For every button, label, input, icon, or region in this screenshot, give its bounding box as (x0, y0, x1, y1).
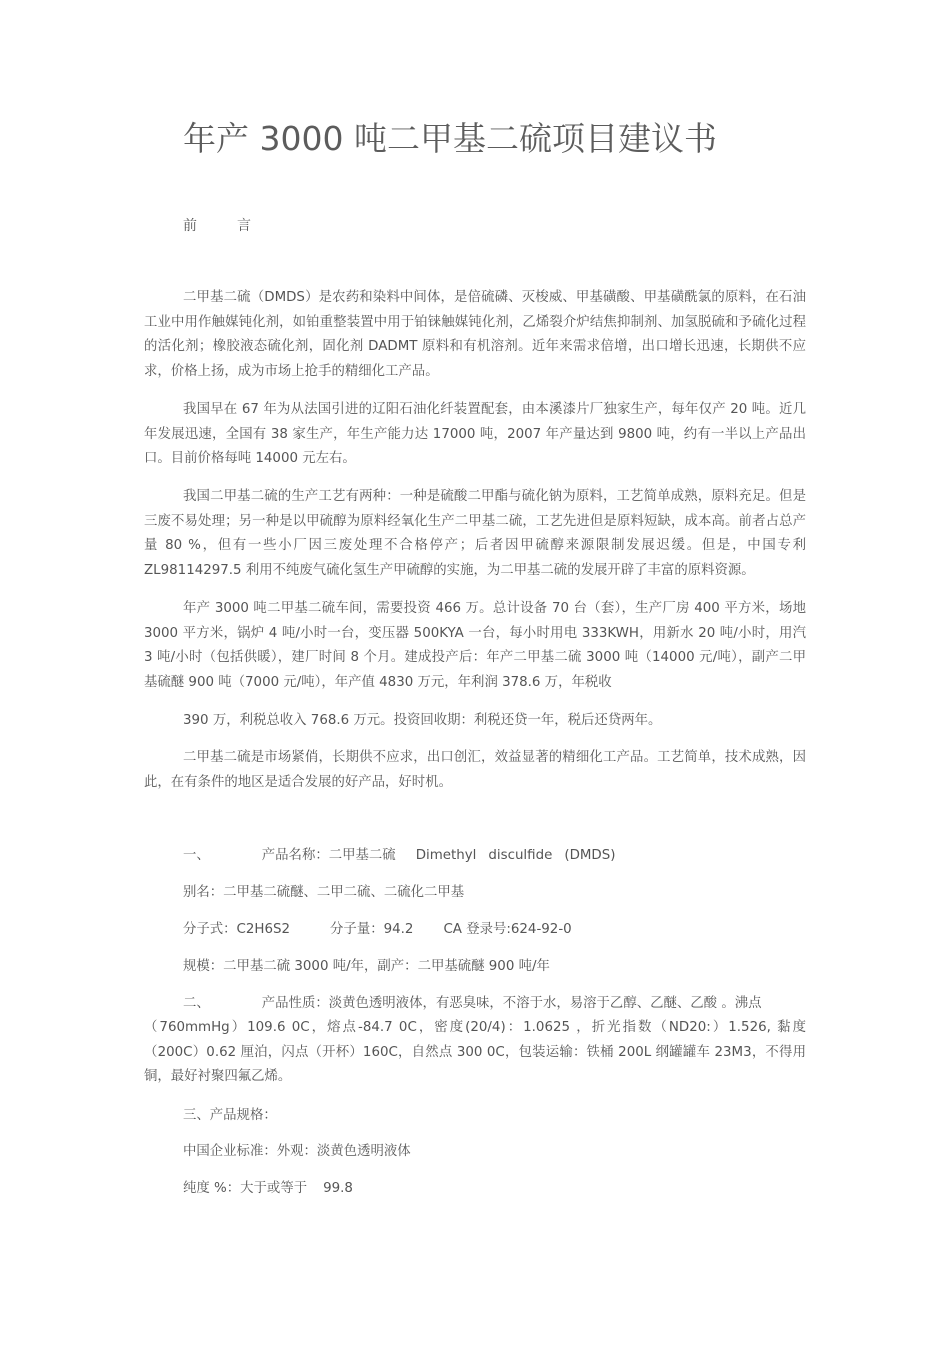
paragraph-process: 我国二甲基二硫的生产工艺有两种：一种是硫酸二甲酯与硫化钠为原料，工艺简单成熟，原料充足。但是三废不易处理；另一种是以甲硫醇为原料经氧化生产二甲基二硫，工艺先进但是原料短缺，成本高。前者占总产量 80 %，但有一些小厂因三废处理不合格停产；后者因甲硫醇来源限制发展迟缓。但是，中国专利 ZL98114297.5 利用不纯废气硫化氢生产甲硫醇的实施，为二甲基二硫的发展开辟了丰富的原料资源。 (144, 489, 806, 578)
product-name-line (183, 846, 615, 866)
spec-purity-line (183, 1179, 353, 1199)
preface-char-2: 言 (237, 218, 251, 234)
paragraph-conclusion: 二甲基二硫是市场紧俏，长期供不应求，出口创汇，效益显著的精细化工产品。工艺简单，技术成熟，因此，在有条件的地区是适合发展的好产品，好时机。 (144, 750, 806, 790)
preface-heading (183, 215, 251, 237)
document-title: 年产 3000 吨二甲基二硫项目建议书 (183, 119, 717, 158)
product-name-label: 产品名称：二甲基二硫 (261, 848, 396, 863)
product-properties-first-line (183, 994, 762, 1014)
product-name-en-2: disculfide (488, 848, 553, 863)
paragraph-intro: 二甲基二硫（DMDS）是农药和染料中间体，是倍硫磷、灭梭威、甲基磺酸、甲基磺酰氯的原料，在石油工业中用作触媒钝化剂，如铂重整装置中用于铂铼触媒钝化剂，乙烯裂介炉结焦抑制剂、加氢脱硫和予硫化过程的活化剂；橡胶液态硫化剂，固化剂 DADMT 原料和有机溶剂。近年来需求倍增，出口增长迅速，长期供不应求，价格上扬，成为市场上抢手的精细化工产品。 (144, 290, 806, 379)
product-properties-rest: （760mmHg）109.6 0C，熔点-84.7 0C，密度(20/4)：1.0625 ，折光指数（ND20:）1.526, 黏度（200C）0.62 厘泊，闪点（开杯）160C，自然点 300 0C，包装运输：铁桶 200L 纲罐罐车 23M3，不得用铜，最好衬聚四氟乙烯。 (144, 1020, 806, 1085)
purity-value: 99.8 (323, 1181, 353, 1196)
molecular-formula: 分子式：C2H6S2 (183, 922, 291, 937)
spec-standard: 中国企业标准：外观：淡黄色透明液体 (183, 1144, 411, 1159)
purity-label: 纯度 %：大于或等于 (183, 1181, 308, 1196)
paragraph-history: 我国早在 67 年为从法国引进的辽阳石油化纤装置配套，由本溪漆片厂独家生产，每年仅产 20 吨。近几年发展迅速，全国有 38 家生产，年生产能力达 17000 吨，2007 年产量达到 9800 吨，约有一半以上产品出口。目前价格每吨 14000 元左右。 (144, 402, 806, 467)
section-number-1: 一、 (183, 848, 210, 863)
product-name-en-3: (DMDS) (564, 848, 616, 863)
product-alias: 别名：二甲基二硫醚、二甲二硫、二硫化二甲基 (183, 885, 465, 900)
molecular-weight: 分子量：94.2 (330, 922, 414, 937)
product-formula-line (183, 920, 572, 940)
product-name-en-1: Dimethyl (415, 848, 477, 863)
paragraph-returns: 390 万，利税总收入 768.6 万元。投资回收期：利税还贷一年，税后还贷两年。 (183, 713, 662, 728)
spec-title: 三、产品规格： (183, 1108, 277, 1123)
properties-first: 产品性质：淡黄色透明液体，有恶臭味，不溶于水，易溶于乙醇、乙醚、乙酸 。沸点 (261, 996, 762, 1011)
preface-char-1: 前 (183, 218, 197, 234)
product-scale: 规模：二甲基二硫 3000 吨/年，副产：二甲基硫醚 900 吨/年 (183, 959, 550, 974)
section-number-2: 二、 (183, 996, 210, 1011)
ca-number: CA 登录号:624-92-0 (443, 922, 572, 937)
paragraph-investment: 年产 3000 吨二甲基二硫车间，需要投资 466 万。总计设备 70 台（套），生产厂房 400 平方米，场地 3000 平方米，锅炉 4 吨/小时一台，变压器 500KYA 一台，每小时用电 333KWH，用新水 20 吨/小时，用汽 3 吨/小时（包括供暖），建厂时间 8 个月。建成投产后：年产二甲基二硫 3000 吨（14000 元/吨），副产二甲基硫醚 900 吨（7000 元/吨），年产值 4830 万元，年利润 378.6 万，年税收 (144, 601, 806, 690)
